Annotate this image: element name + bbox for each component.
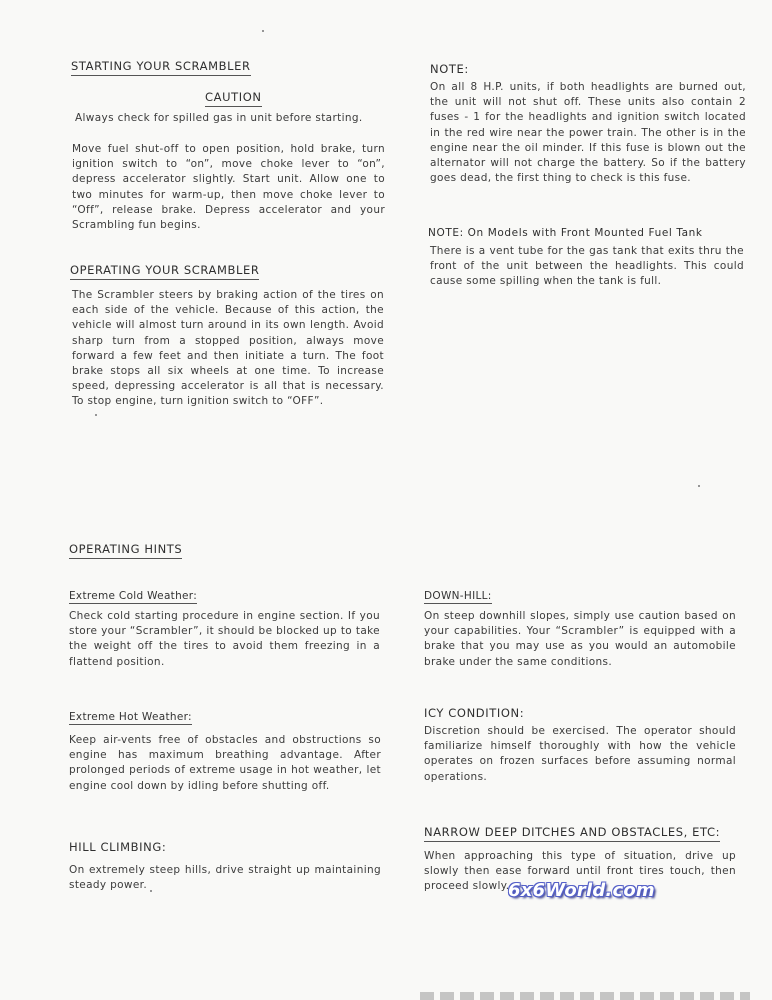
operating-text-wrap [72,288,384,410]
ditches-heading-wrap [424,821,720,842]
hill-text-wrap [69,863,381,893]
icy-heading-wrap [424,702,524,722]
downhill-heading-wrap [424,584,492,604]
hot-heading-wrap [69,705,192,725]
caution-text-wrap [75,111,395,126]
ditches-heading: NARROW DEEP DITCHES AND OBSTACLES, ETC: [424,825,720,842]
note2-text-wrap [430,244,744,290]
cold-text-wrap [69,609,380,670]
hot-text-wrap [69,733,381,794]
note2-heading: NOTE: On Models with Front Mounted Fuel Tank [428,227,703,239]
icy-text: Discretion should be exercised. The operator should familiarize himself thoroughly with how the vehicle operates on frozen surfaces before assuming normal operations. [424,725,736,783]
note-heading-wrap [430,58,469,78]
hill-heading: HILL CLIMBING: [69,840,167,854]
cold-heading: Extreme Cold Weather: [69,590,198,602]
hot-heading: Extreme Hot Weather: [69,711,192,723]
caution-heading: CAUTION [205,90,262,107]
scan-speck [95,414,97,416]
note-text: On all 8 H.P. units, if both headlights are burned out, the unit will not shut off. These units also contain 2 fuses - 1 for the headlights and ignition switch located in the red wire near the power train. The other is in the engine near the oil minder. If this fuse is blown out the alternator will not charge the battery. So if the battery goes dead, the first thing to check is this fuse. [430,81,746,185]
watermark-logo: 6x6World.com [508,880,655,901]
downhill-text-wrap [424,609,736,670]
starting-text: Move fuel shut-off to open position, hold brake, turn ignition switch to “on”, move choke lever to “on”, depress accelerator slightly. Start unit. Allow one to two minutes for warm-up, then move choke lever to “Off”, release brake. Depress accelerator and your Scrambling fun begins. [72,143,385,232]
operating-heading: OPERATING YOUR SCRAMBLER [70,263,259,280]
hot-text: Keep air-vents free of obstacles and obstructions so engine has maximum breathing advantage. After prolonged periods of extreme usage in hot weather, let engine cool down by idling before shutting off. [69,734,381,792]
note-heading: NOTE: [430,62,469,76]
hints-heading: OPERATING HINTS [69,542,182,559]
cold-heading-wrap [69,584,197,604]
operating-text: The Scrambler steers by braking action of the tires on each side of the vehicle. Because of this action, the vehicle will almost turn around in its own length. Avoid sharp turn from a stopped position, always move forward a few feet and then initiate a turn. The foot brake stops all six wheels at one time. To increase speed, depressing accelerator is all that is necessary. To stop engine, turn ignition switch to “OFF”. [72,289,384,408]
note-text-wrap [430,80,746,186]
starting-text-wrap [72,142,385,233]
ditches-text: When approaching this type of situation, drive up slowly then ease forward until front tires touch, then proceed slowly. [424,850,736,893]
caution-heading-wrap [205,86,262,107]
hints-heading-wrap [69,538,182,559]
operating-heading-wrap [70,259,259,280]
starting-heading-wrap [71,55,251,76]
caution-text: Always check for spilled gas in unit before starting. [75,112,363,124]
scan-speck [698,485,700,487]
note2-text: There is a vent tube for the gas tank that exits thru the front of the unit between the headlights. This could cause some spilling when the tank is full. [430,245,744,288]
icy-text-wrap [424,724,736,785]
icy-heading: ICY CONDITION: [424,706,525,720]
note2-heading-wrap [428,221,703,241]
downhill-heading: DOWN-HILL: [424,590,492,602]
hill-text: On extremely steep hills, drive straight up maintaining steady power. [69,864,381,892]
scan-speck [262,30,264,32]
hill-heading-wrap [69,836,166,856]
scan-speck [150,890,152,892]
starting-heading: STARTING YOUR SCRAMBLER [71,59,251,76]
downhill-text: On steep downhill slopes, simply use caution based on your capabilities. Your “Scrambler” is equipped with a brake that you may use as you would an automobile brake under the same conditions. [424,610,736,668]
cold-text: Check cold starting procedure in engine section. If you store your “Scrambler”, it should be blocked up to take the weight off the tires to avoid them freezing in a flattend position. [69,610,380,668]
bottom-scan-artifact [420,992,750,1000]
